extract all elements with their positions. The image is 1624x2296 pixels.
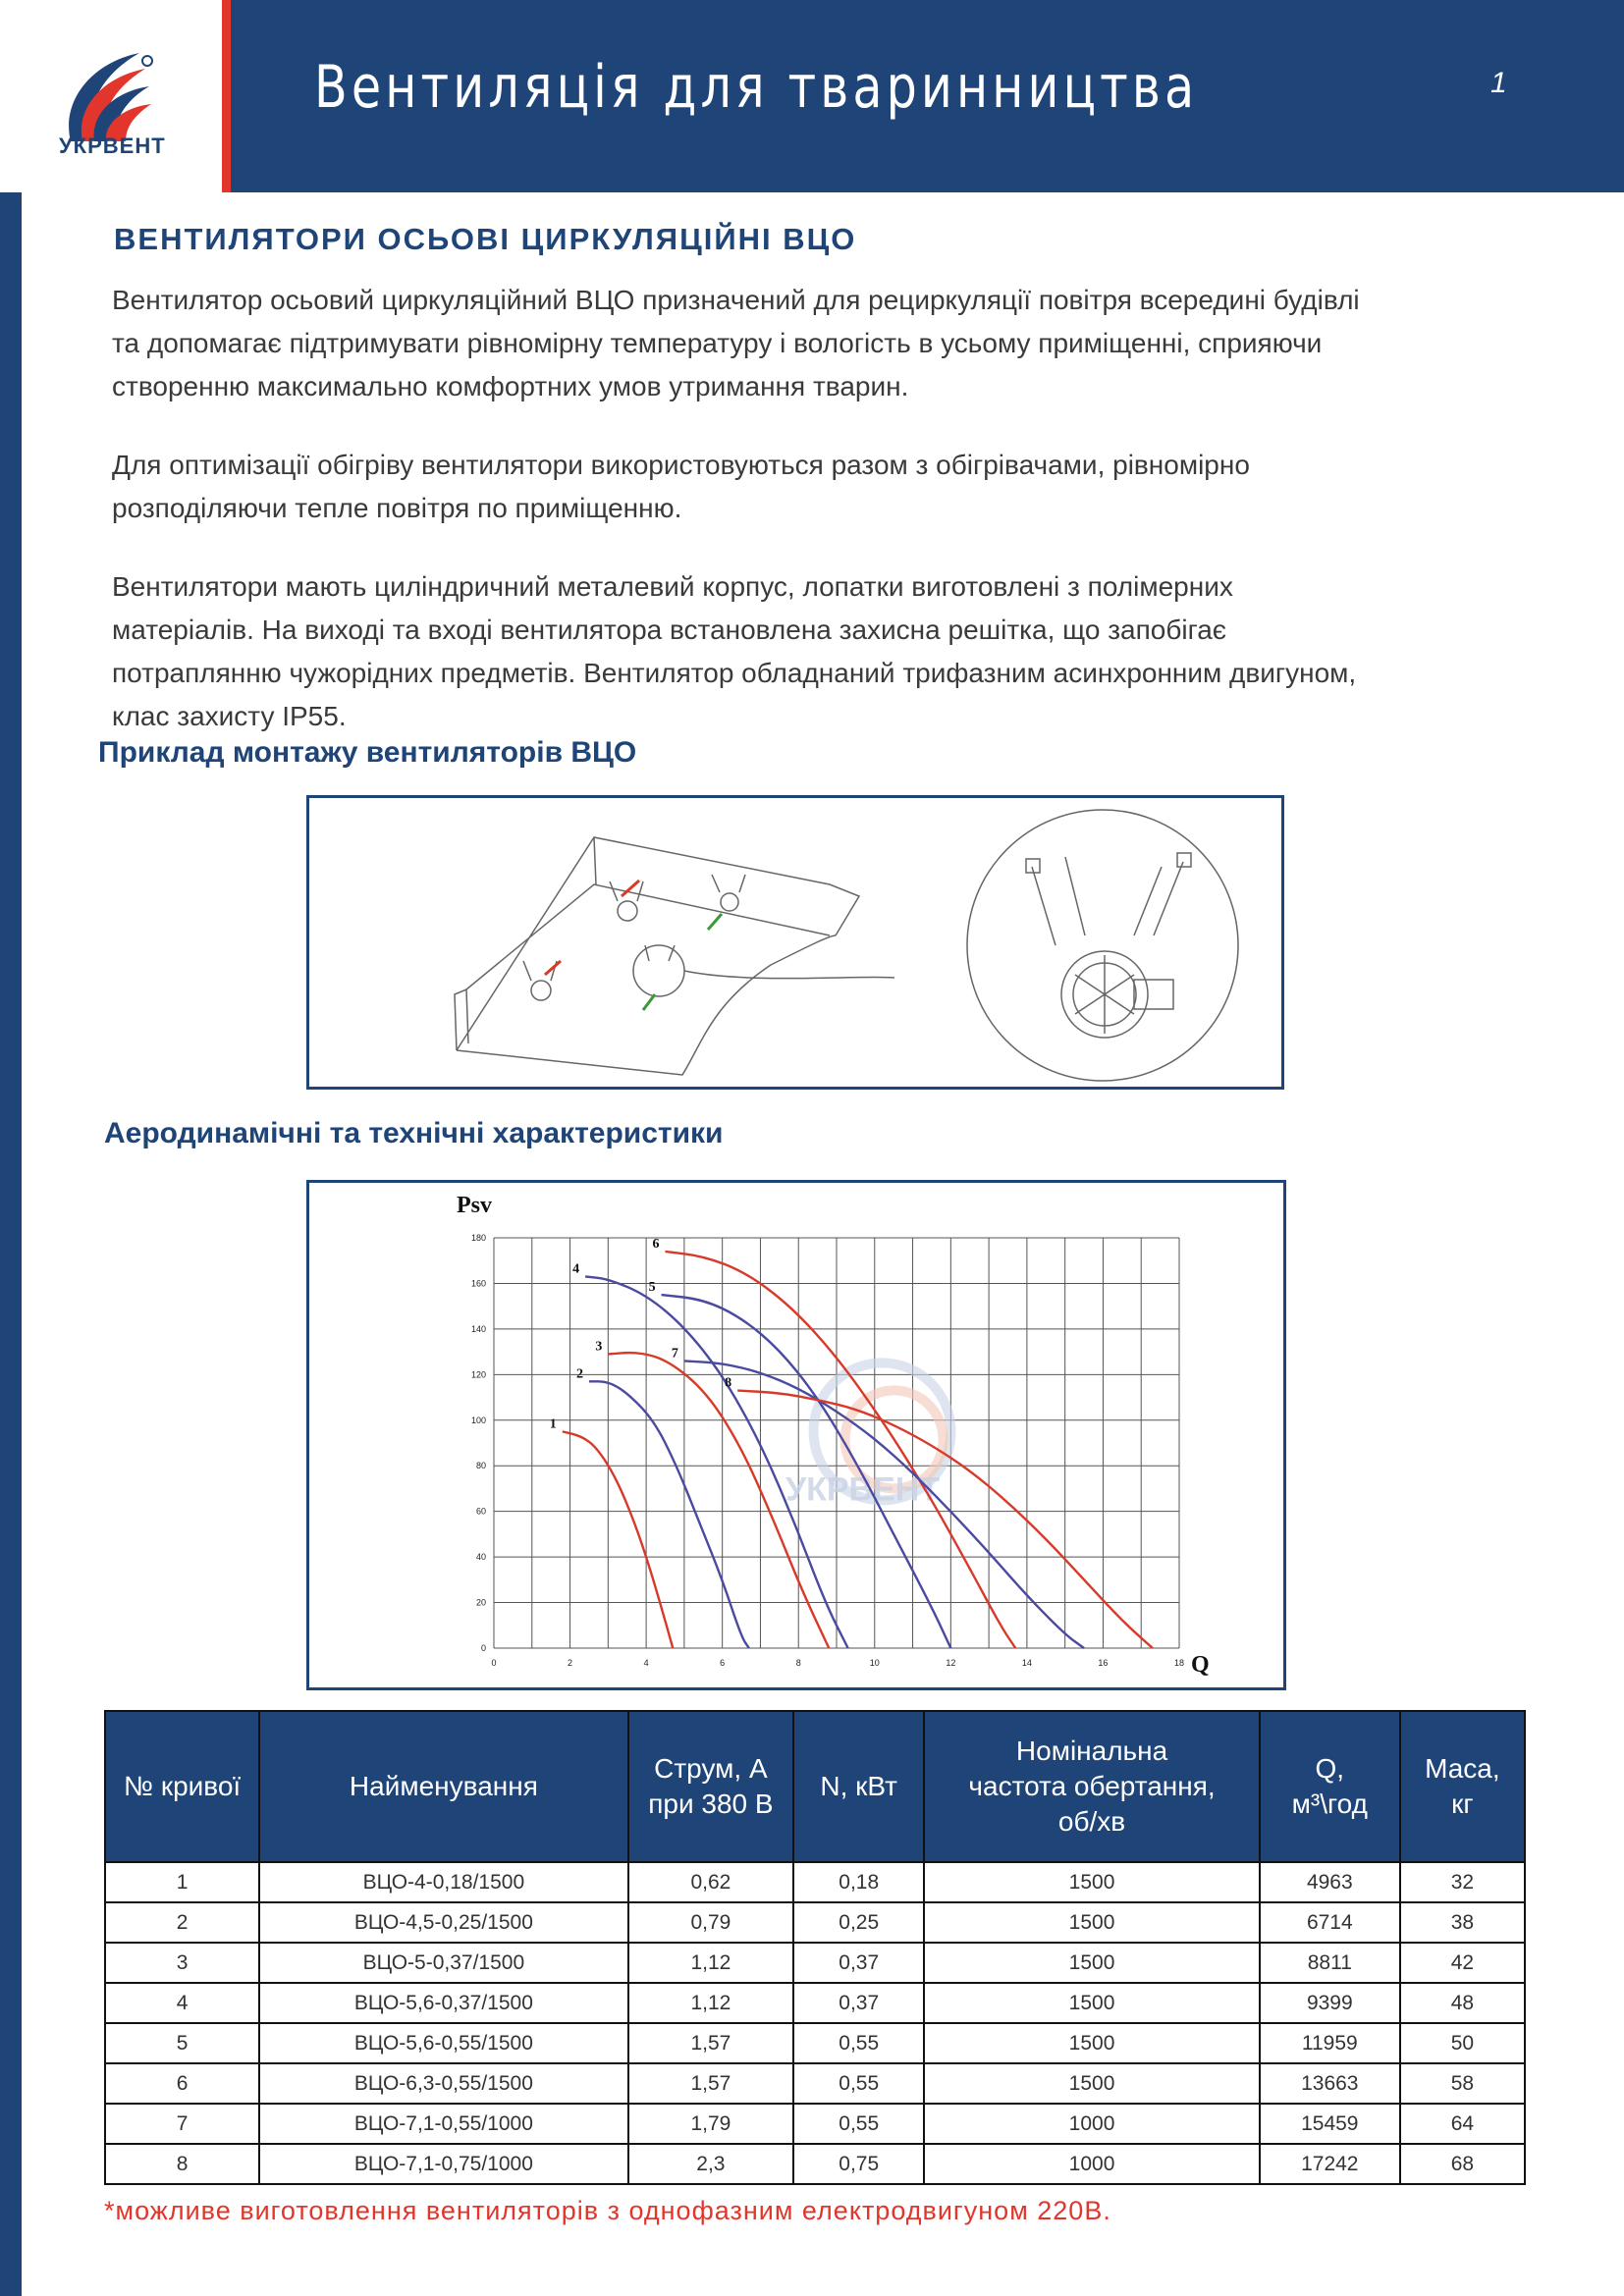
table-header-line: N, кВт: [820, 1771, 898, 1801]
paragraph-line: Вентилятори мають циліндричний металевий корпус, лопатки виготовлені з полімерних: [112, 571, 1233, 602]
table-cell: 1500: [924, 2063, 1260, 2104]
side-stripe: [0, 192, 22, 2296]
paragraph-line: Для оптимізації обігріву вентилятори використовуються разом з обігрівачами, рівномірно: [112, 450, 1250, 480]
table-header-line: Маса,: [1425, 1753, 1500, 1784]
table-cell: 6: [105, 2063, 259, 2104]
table-cell: 50: [1400, 2023, 1525, 2063]
table-cell: 1500: [924, 2023, 1260, 2063]
mounting-illustration: [306, 795, 1284, 1090]
y-tick-label: 140: [470, 1323, 486, 1334]
table-row: [105, 1943, 1525, 1983]
aero-title: Аеродинамічні та технічні характеристики: [104, 1117, 724, 1149]
table-cell: 38: [1400, 1902, 1525, 1943]
table-header-line: частота обертання,: [968, 1771, 1216, 1801]
table-cell: 4963: [1260, 1862, 1400, 1902]
table-cell: 1: [105, 1862, 259, 1902]
table-cell: 0,37: [793, 1983, 924, 2023]
table-cell: ВЦО-7,1-0,75/1000: [259, 2144, 627, 2184]
table-cell: 0,55: [793, 2104, 924, 2144]
paragraph-line: та допомагає підтримувати рівномірну температуру і вологість в усьому приміщенні, сприяючи: [112, 328, 1323, 358]
y-tick-label: 20: [475, 1597, 486, 1608]
table-cell: ВЦО-6,3-0,55/1500: [259, 2063, 627, 2104]
table-header-line: Q,: [1315, 1753, 1345, 1784]
y-tick-label: 160: [470, 1278, 486, 1289]
table-row: [105, 1862, 1525, 1902]
table-cell: 48: [1400, 1983, 1525, 2023]
series-label-1: 1: [549, 1416, 557, 1432]
paragraph-line: створенню максимально комфортних умов утримання тварин.: [112, 371, 909, 401]
table-cell: 13663: [1260, 2063, 1400, 2104]
y-tick-label: 100: [470, 1415, 486, 1425]
table-cell: 1,79: [628, 2104, 794, 2144]
table-header-cell: [1260, 1711, 1400, 1862]
x-tick-label: 18: [1173, 1658, 1185, 1668]
table-cell: ВЦО-5-0,37/1500: [259, 1943, 627, 1983]
series-label-8: 8: [725, 1375, 732, 1391]
y-tick-label: 40: [475, 1552, 486, 1563]
series-label-4: 4: [572, 1261, 580, 1277]
series-label-7: 7: [671, 1346, 678, 1362]
chart-axes: [457, 1193, 1210, 1678]
x-tick-label: 10: [869, 1658, 880, 1668]
chart-grid: [494, 1238, 1179, 1648]
table-header-cell: [924, 1711, 1260, 1862]
table-cell: 1,12: [628, 1943, 794, 1983]
table-header-row: [105, 1711, 1525, 1862]
table-cell: 7: [105, 2104, 259, 2144]
header-red-stripe: [222, 0, 231, 192]
table-row: [105, 2144, 1525, 2184]
paragraph-heating: [112, 444, 1545, 530]
section-title: ВЕНТИЛЯТОРИ ОСЬОВІ ЦИРКУЛЯЦІЙНІ ВЦО: [114, 222, 857, 256]
table-cell: 0,75: [793, 2144, 924, 2184]
x-axis-label: Q: [1191, 1652, 1210, 1678]
table-header-line: кг: [1451, 1789, 1474, 1819]
table-header-cell: [1400, 1711, 1525, 1862]
table-cell: ВЦО-5,6-0,37/1500: [259, 1983, 627, 2023]
table-row: [105, 2104, 1525, 2144]
table-cell: 1000: [924, 2144, 1260, 2184]
mounting-drawing: [309, 798, 1281, 1087]
x-tick-label: 8: [795, 1658, 801, 1668]
table-cell: 2: [105, 1902, 259, 1943]
x-tick-label: 12: [946, 1658, 956, 1668]
table-cell: 1000: [924, 2104, 1260, 2144]
table-cell: 1500: [924, 1902, 1260, 1943]
x-tick-label: 14: [1021, 1658, 1032, 1668]
table-header-line: м³\год: [1291, 1789, 1368, 1819]
paragraph-line: матеріалів. На виході та вході вентилятора встановлена захисна решітка, що запобігає: [112, 614, 1227, 645]
table-cell: ВЦО-5,6-0,55/1500: [259, 2023, 627, 2063]
table-cell: 0,79: [628, 1902, 794, 1943]
table-cell: 2,3: [628, 2144, 794, 2184]
y-tick-label: 0: [480, 1643, 486, 1653]
x-tick-label: 16: [1098, 1658, 1109, 1668]
paragraph-construction: [112, 565, 1545, 738]
y-axis-label: Psv: [457, 1193, 492, 1218]
paragraph-line: потраплянню чужорідних предметів. Вентилятор обладнаний трифазним асинхронним двигуном,: [112, 658, 1357, 688]
table-cell: 0,25: [793, 1902, 924, 1943]
table-header-line: при 380 В: [648, 1789, 774, 1819]
table-cell: 11959: [1260, 2023, 1400, 2063]
table-row: [105, 1983, 1525, 2023]
table-header-line: Струм, А: [654, 1753, 768, 1784]
table-cell: 8811: [1260, 1943, 1400, 1983]
table-cell: 1,57: [628, 2063, 794, 2104]
logo-text: УКРВЕНТ: [59, 133, 166, 158]
table-header-cell: [793, 1711, 924, 1862]
table-cell: 6714: [1260, 1902, 1400, 1943]
table-cell: 64: [1400, 2104, 1525, 2144]
table-cell: 42: [1400, 1943, 1525, 1983]
table-cell: 5: [105, 2023, 259, 2063]
chart-series: [550, 1237, 1153, 1648]
x-tick-label: 4: [643, 1658, 649, 1668]
table-header-cell: [105, 1711, 259, 1862]
paragraph-line: клас захисту IP55.: [112, 701, 347, 731]
series-line-1: [563, 1431, 673, 1648]
chart-frame: [306, 1180, 1286, 1690]
y-tick-label: 120: [470, 1369, 486, 1380]
table-cell: 32: [1400, 1862, 1525, 1902]
table-cell: 9399: [1260, 1983, 1400, 2023]
table-header-line: № кривої: [124, 1771, 242, 1801]
paragraph-purpose: [112, 279, 1545, 408]
table-header-line: Найменування: [349, 1771, 538, 1801]
x-tick-label: 6: [720, 1658, 726, 1668]
y-tick-label: 80: [475, 1461, 486, 1471]
table-row: [105, 2063, 1525, 2104]
table-cell: ВЦО-4-0,18/1500: [259, 1862, 627, 1902]
paragraph-line: Вентилятор осьовий циркуляційний ВЦО призначений для рециркуляції повітря всередині будівлі: [112, 285, 1360, 315]
table-cell: 8: [105, 2144, 259, 2184]
x-tick-label: 2: [568, 1658, 573, 1668]
table-cell: 0,18: [793, 1862, 924, 1902]
mounting-title: Приклад монтажу вентиляторів ВЦО: [98, 736, 637, 769]
table-header-line: об/хв: [1057, 1806, 1126, 1837]
table-cell: 58: [1400, 2063, 1525, 2104]
table-cell: 15459: [1260, 2104, 1400, 2144]
page-header: [0, 0, 1624, 192]
series-line-4: [585, 1276, 848, 1648]
series-label-3: 3: [595, 1339, 603, 1355]
table-cell: 1500: [924, 1983, 1260, 2023]
table-cell: 0,37: [793, 1943, 924, 1983]
series-label-2: 2: [575, 1366, 583, 1382]
series-label-5: 5: [648, 1280, 656, 1296]
table-row: [105, 1902, 1525, 1943]
table-cell: 1,57: [628, 2023, 794, 2063]
performance-chart: [309, 1183, 1283, 1687]
table-cell: 0,55: [793, 2063, 924, 2104]
watermark-text: УКРВЕНТ: [785, 1470, 941, 1509]
footnote: *можливе виготовлення вентиляторів з однофазним електродвигуном 220В.: [104, 2196, 1111, 2225]
table-cell: ВЦО-4,5-0,25/1500: [259, 1902, 627, 1943]
x-tick-label: 0: [491, 1658, 497, 1668]
table-header-cell: [259, 1711, 627, 1862]
series-line-6: [666, 1252, 1016, 1648]
table-cell: 3: [105, 1943, 259, 1983]
y-tick-label: 180: [470, 1233, 486, 1243]
table-body: [105, 1862, 1525, 2184]
page-title: Вентиляція для тваринництва: [314, 53, 1199, 122]
table-cell: 68: [1400, 2144, 1525, 2184]
table-cell: 4: [105, 1983, 259, 2023]
table-cell: 17242: [1260, 2144, 1400, 2184]
table-cell: 1500: [924, 1943, 1260, 1983]
page-number: 1: [1490, 67, 1507, 99]
series-label-6: 6: [652, 1236, 660, 1252]
table-row: [105, 2023, 1525, 2063]
table-cell: 0,55: [793, 2023, 924, 2063]
table-cell: ВЦО-7,1-0,55/1000: [259, 2104, 627, 2144]
table-cell: 1500: [924, 1862, 1260, 1902]
table-cell: 0,62: [628, 1862, 794, 1902]
table-header-line: Номінальна: [1015, 1735, 1168, 1766]
paragraph-line: розподіляючи тепле повітря по приміщенню.: [112, 493, 682, 523]
table-cell: 1,12: [628, 1983, 794, 2023]
table-header-cell: [628, 1711, 794, 1862]
y-tick-label: 60: [475, 1506, 486, 1517]
spec-table: [104, 1710, 1526, 2185]
